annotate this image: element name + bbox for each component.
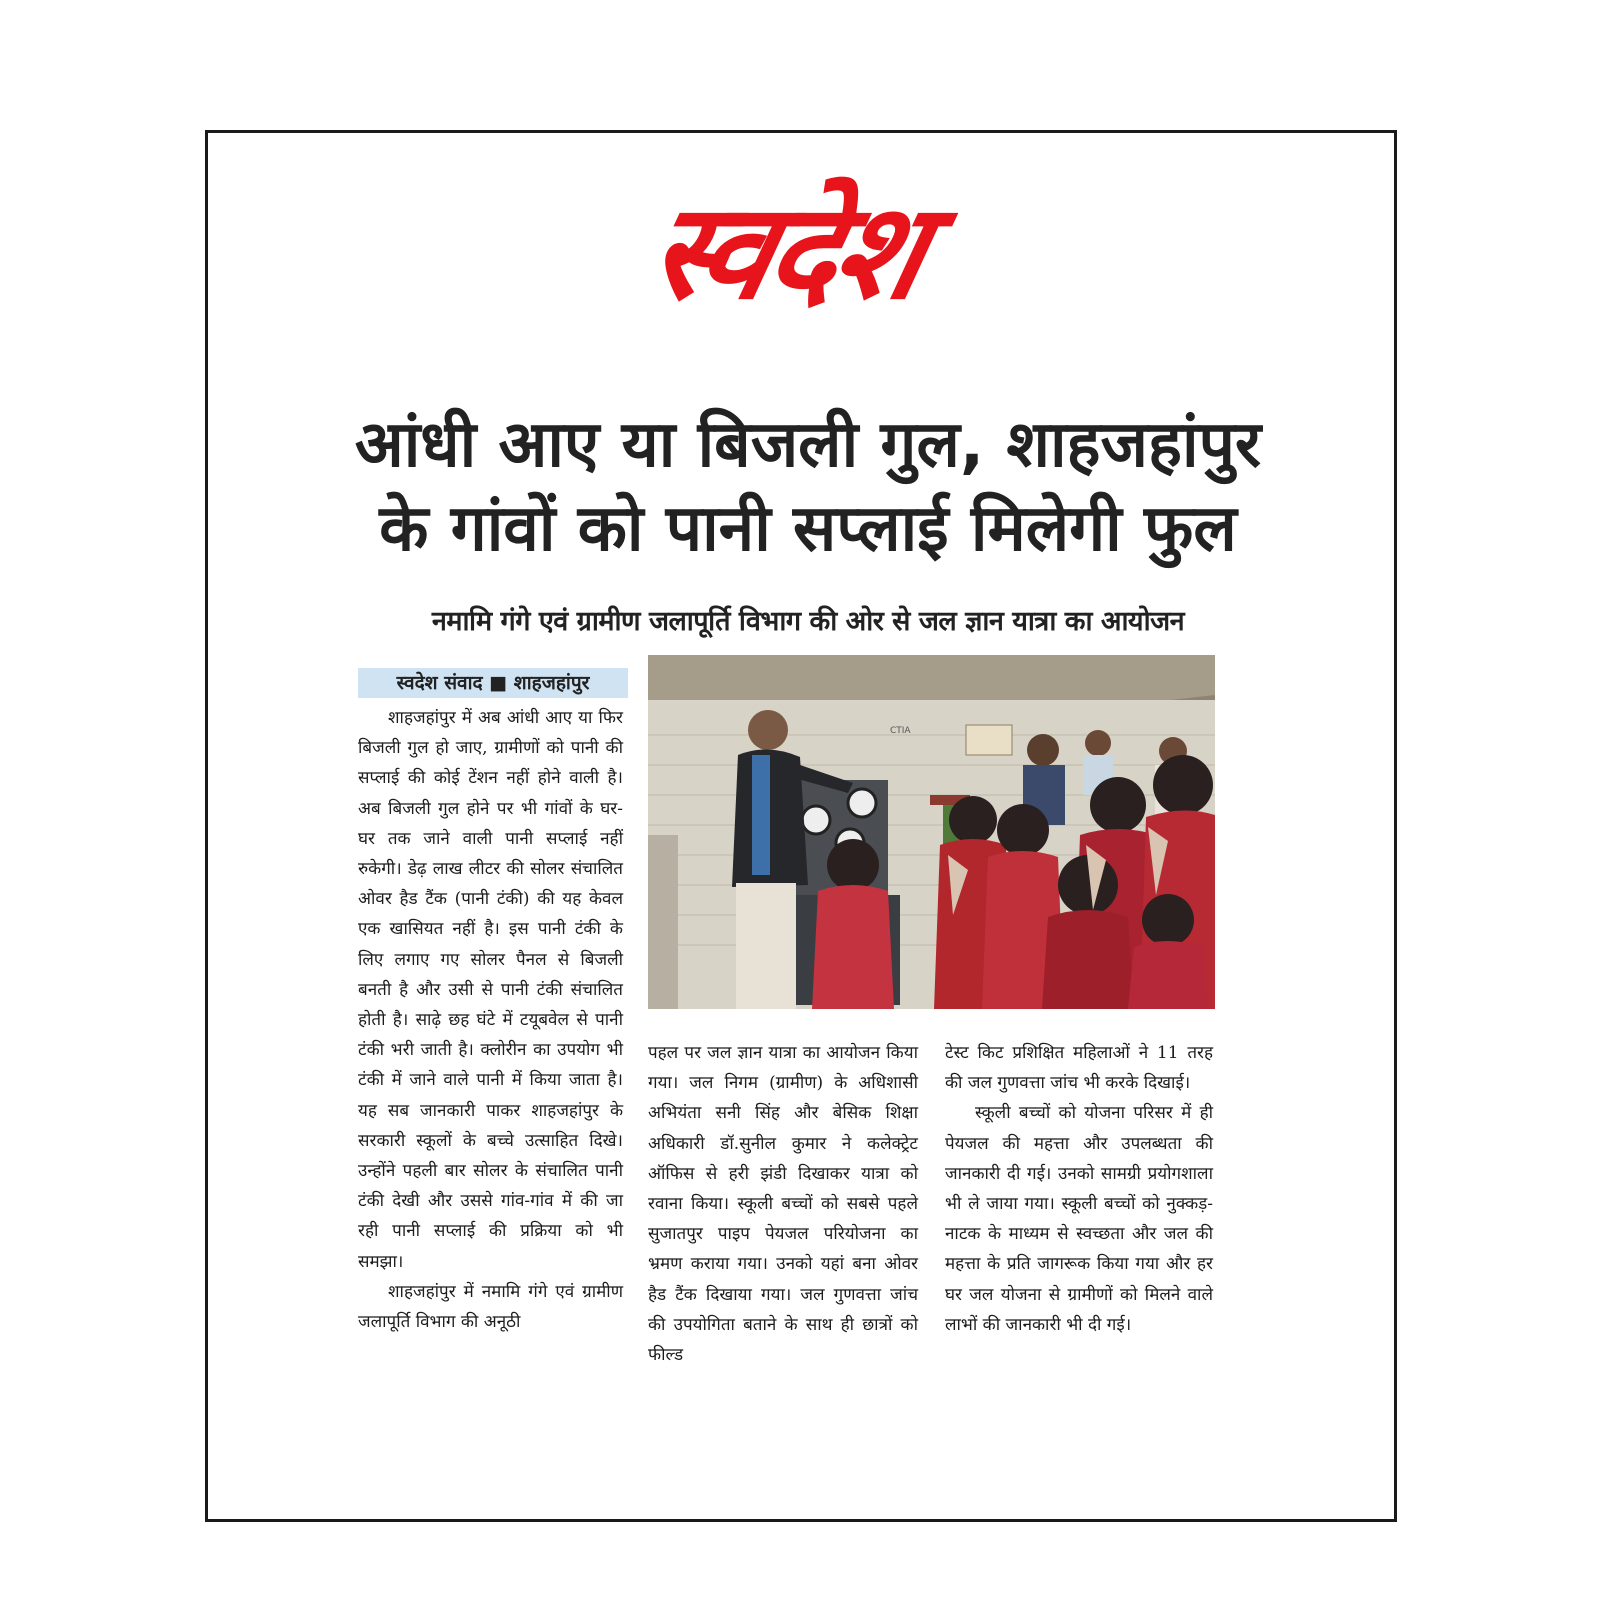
dateline: स्वदेश संवाद ■ शाहजहांपुर: [358, 668, 628, 698]
subheadline: नमामि गंगे एवं ग्रामीण जलापूर्ति विभाग की ओर से जल ज्ञान यात्रा का आयोजन: [431, 606, 1185, 637]
article-paragraph: शाहजहांपुर में अब आंधी आए या फिर बिजली गुल हो जाए, ग्रामीणों को पानी की सप्लाई की कोई टेंशन नहीं होने वाली है। अब बिजली गुल होने पर भी गांवों के घर-घर तक जाने वाली पानी सप्लाई नहीं रुकेगी। डेढ़ लाख लीटर की सोलर संचालित ओवर हैड टैंक (पानी टंकी) की यह केवल एक खासियत नहीं है। इस पानी टंकी के लिए लगाए गए सोलर पैनल से बिजली बनती है और उसी से पानी टंकी संचालित होती है। साढ़े छह घंटे में टयूबवेल से पानी टंकी भरी जाती है। क्लोरीन का उपयोग भी टंकी में जाने वाले पानी में किया जाता है। यह सब जानकारी पाकर शाहजहांपुर के सरकारी स्कूलों के बच्चे उत्साहित दिखे। उन्होंने पहली बार सोलर के संचालित पानी टंकी देखी और उससे गांव-गांव में की जा रही पानी सप्लाई की प्रक्रिया को भी समझा।: [358, 708, 623, 1272]
article-paragraph: शाहजहांपुर में नमामि गंगे एवं ग्रामीण जलापूर्ति विभाग की अनूठी: [358, 1281, 623, 1333]
article-column-3: [945, 1038, 1213, 1448]
masthead-logo: स्वदेश: [636, 175, 938, 329]
article-paragraph: स्कूली बच्चों को योजना परिसर में ही पेयजल की महत्ता और उपलब्धता की जानकारी दी गई। उनको सामग्री प्रयोगशाला भी ले जाया गया। स्कूली बच्चों को नुक्कड़-नाटक के माध्यम से स्वच्छता और जल की महत्ता के प्रति जागरूक किया गया और हर घर जल योजना से ग्रामीणों को मिलने वाले लाभों की जानकारी भी दी गई।: [945, 1103, 1213, 1335]
article-column-2: [648, 1038, 918, 1448]
headline-line-2: के गांवों को पानी सप्लाई मिलेगी फुल: [379, 492, 1237, 566]
article-paragraph: पहल पर जल ज्ञान यात्रा का आयोजन किया गया। जल निगम (ग्रामीण) के अधिशासी अभियंता सनी सिंह और बेसिक शिक्षा अधिकारी डॉ.सुनील कुमार ने कलेक्ट्रेट ऑफिस से हरी झंडी दिखाकर यात्रा को रवाना किया। स्कूली बच्चों को सबसे पहले सुजातपुर पाइप पेयजल परियोजना का भ्रमण कराया गया। उनको यहां बना ओवर हैड टैंक दिखाया गया। जल गुणवत्ता जांच की उपयोगिता बताने के साथ ही छात्रों को फील्ड: [648, 1043, 918, 1366]
photo-wall-sign: CTIA: [890, 726, 911, 736]
news-photo: [648, 655, 1215, 1009]
article-column-1: [358, 703, 623, 1448]
article-paragraph: टेस्ट किट प्रशिक्षित महिलाओं ने 11 तरह की जल गुणवत्ता जांच भी करके दिखाई।: [945, 1043, 1213, 1094]
news-clipping: [205, 130, 1397, 1522]
photo-illustration: [648, 655, 1215, 1009]
headline: [278, 403, 1338, 571]
headline-line-1: आंधी आए या बिजली गुल, शाहजहांपुर: [354, 408, 1262, 482]
